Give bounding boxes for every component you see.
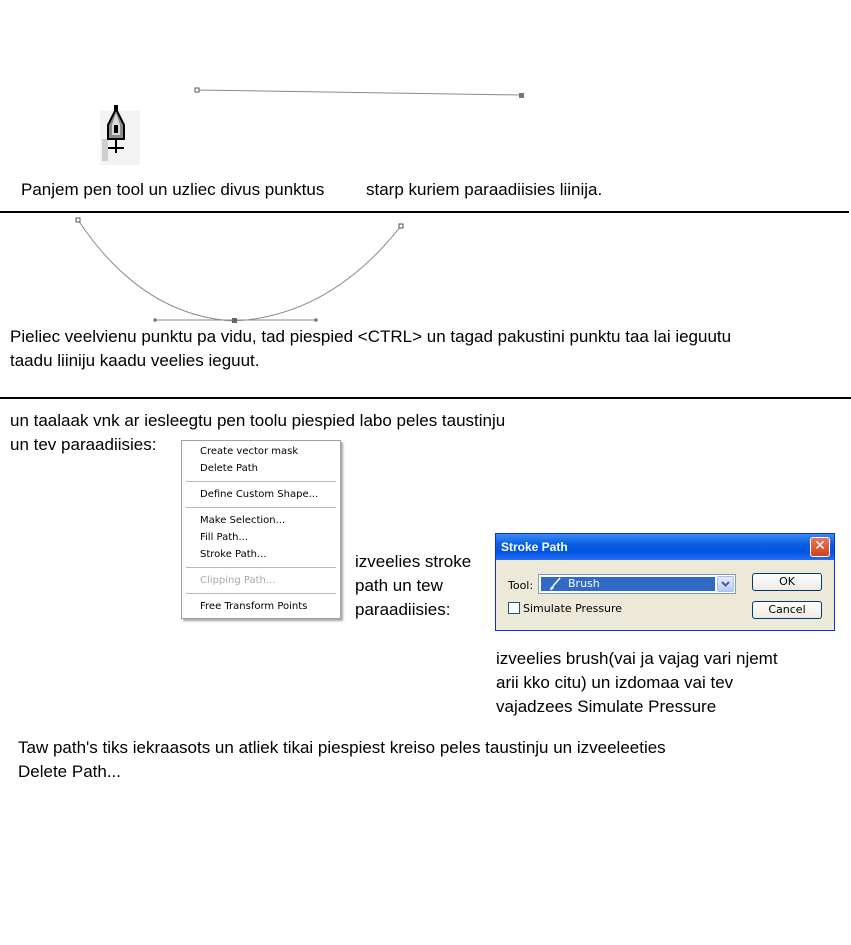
anchor-point-left	[76, 218, 80, 222]
brush-caption-line3: vajadzees Simulate Pressure	[496, 697, 717, 716]
menu-separator	[186, 593, 336, 594]
dialog-title: Stroke Path	[501, 540, 568, 554]
tool-select[interactable]	[538, 574, 736, 594]
chevron-down-icon	[721, 581, 730, 587]
menu-separator	[186, 567, 336, 568]
context-menu	[181, 440, 341, 619]
brush-caption-line1: izveelies brush(vai ja vajag vari njemt	[496, 649, 778, 668]
menu-item-delete-path[interactable]: Delete Path	[200, 463, 259, 474]
curved-path-diagram	[0, 0, 851, 340]
menu-item-free-transform-points[interactable]: Free Transform Points	[200, 601, 308, 612]
stroke-caption-line3: paraadiisies:	[355, 600, 451, 619]
curved-path-line	[78, 220, 401, 321]
section3-line1: un taalaak vnk ar iesleegtu pen toolu piespied labo peles taustinju	[10, 411, 506, 430]
brush-caption-line2: arii kko citu) un izdomaa vai tev	[496, 673, 734, 692]
tool-select-highlight	[541, 577, 715, 591]
simulate-pressure-checkbox[interactable]	[508, 602, 520, 614]
menu-item-create-vector-mask[interactable]: Create vector mask	[200, 446, 299, 457]
dialog-titlebar[interactable]	[496, 534, 834, 560]
anchor-point-right	[399, 224, 403, 228]
section2-line1: Pieliec veelvienu punktu pa vidu, tad piespied <CTRL> un tagad pakustini punktu taa lai ieguutu	[10, 327, 732, 346]
stroke-path-dialog	[495, 533, 835, 631]
menu-item-stroke-path[interactable]: Stroke Path...	[200, 549, 267, 560]
dropdown-button[interactable]	[717, 576, 734, 592]
simulate-pressure-label: Simulate Pressure	[523, 602, 623, 615]
menu-item-make-selection[interactable]: Make Selection...	[200, 515, 286, 526]
ok-button[interactable]: OK	[752, 573, 822, 591]
divider-2	[0, 397, 851, 399]
menu-separator	[186, 481, 336, 482]
stroke-caption-line2: path un tew	[355, 576, 443, 595]
section1-caption-b: starp kuriem paraadiisies liinija.	[366, 180, 603, 199]
section1-caption-a: Panjem pen tool un uzliec divus punktus	[21, 180, 325, 199]
handle-point-left	[153, 318, 157, 322]
cancel-button[interactable]: Cancel	[752, 601, 822, 619]
brush-icon	[547, 577, 563, 591]
stroke-caption-line1: izveelies stroke	[355, 552, 472, 571]
anchor-point-middle	[232, 318, 237, 323]
tool-select-value: Brush	[568, 577, 600, 590]
footer-line2: Delete Path...	[18, 762, 122, 781]
menu-separator	[186, 507, 336, 508]
section3-line2: un tev paraadiisies:	[10, 435, 157, 454]
close-icon: ✕	[814, 538, 826, 554]
handle-point-right	[314, 318, 318, 322]
close-button[interactable]	[810, 537, 830, 557]
menu-item-define-custom-shape[interactable]: Define Custom Shape...	[200, 489, 319, 500]
footer-line1: Taw path's tiks iekraasots un atliek tikai piespiest kreiso peles taustinju un izveeleeties	[18, 738, 666, 757]
menu-item-clipping-path: Clipping Path...	[200, 575, 276, 586]
menu-item-fill-path[interactable]: Fill Path...	[200, 532, 249, 543]
tool-label: Tool:	[508, 579, 534, 592]
section2-line2: taadu liiniju kaadu veelies ieguut.	[10, 351, 260, 370]
